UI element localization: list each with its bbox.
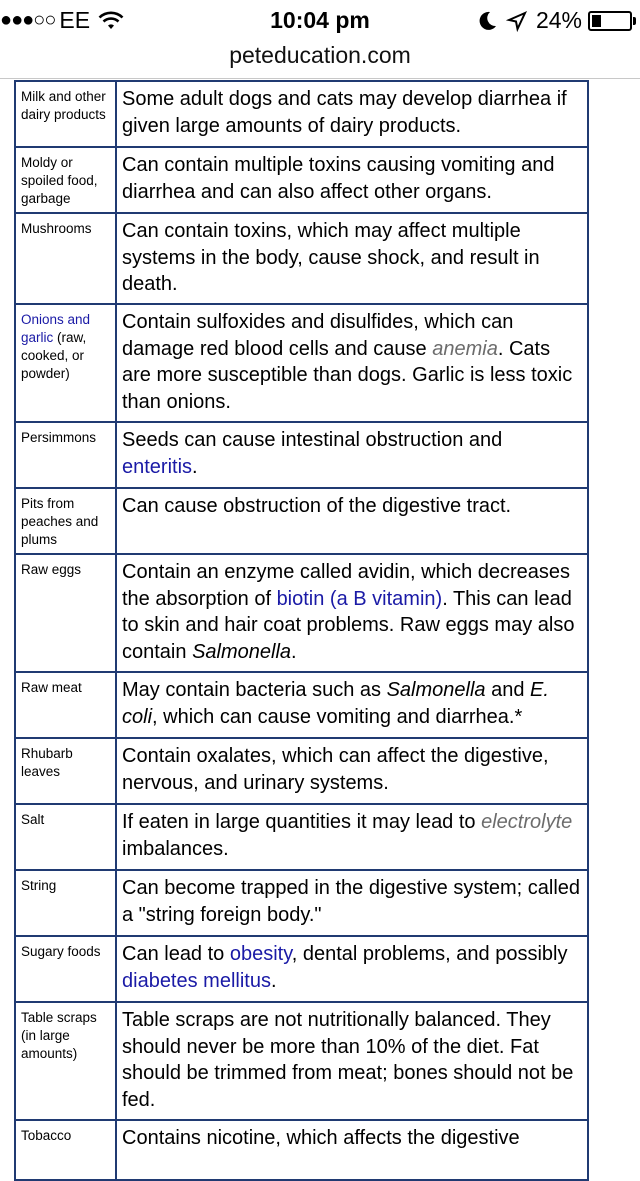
- table-row: [15, 304, 588, 422]
- link-enteritis[interactable]: enteritis: [122, 455, 193, 478]
- food-description: [116, 804, 588, 870]
- clock: 10:04 pm: [270, 7, 370, 33]
- desc-text: and: [485, 679, 531, 701]
- desc-italic: E. coli: [122, 679, 549, 728]
- food-description: [116, 304, 588, 422]
- food-description: Can cause obstruction of the digestive tract.: [116, 488, 588, 554]
- food-name: Rhubarb leaves: [15, 738, 116, 804]
- desc-text: Can lead to: [122, 943, 230, 965]
- food-description: [116, 422, 588, 488]
- food-description: Can contain multiple toxins causing vomiting and diarrhea and can also affect other organs.: [116, 147, 588, 213]
- desc-text: , which can cause vomiting and diarrhea.*: [152, 705, 523, 728]
- food-name: Salt: [15, 804, 116, 870]
- location-arrow-icon: [506, 10, 528, 32]
- table-row: [15, 488, 588, 554]
- food-name: Pits from peaches and plums: [15, 488, 116, 554]
- table-row: [15, 422, 588, 488]
- table-row: [15, 1120, 588, 1180]
- desc-text: May contain bacteria such as: [122, 679, 387, 701]
- table-row: [15, 870, 588, 936]
- table-row: [15, 936, 588, 1002]
- desc-text: Contain an enzyme called avidin, which decreases the absorption of: [122, 561, 571, 610]
- link-biotin[interactable]: biotin (a B vitamin): [276, 587, 443, 610]
- table-row: [15, 213, 588, 304]
- desc-text: .: [291, 640, 297, 663]
- desc-text: Seeds can cause intestinal obstruction and: [122, 429, 503, 451]
- moon-icon: [478, 10, 498, 32]
- food-description: [116, 936, 588, 1002]
- desc-text: . Cats are more susceptible than dogs. Garlic is less toxic than onions.: [122, 337, 573, 413]
- desc-text: imbalances.: [122, 837, 229, 860]
- desc-text: .: [192, 455, 198, 478]
- battery-icon: [588, 11, 632, 31]
- table-row: [15, 81, 588, 147]
- definition-link-electrolyte[interactable]: electrolyte: [481, 811, 573, 833]
- table-row: [15, 554, 588, 672]
- table-row: [15, 738, 588, 804]
- food-name-cell: [15, 304, 116, 422]
- food-description: [116, 672, 588, 738]
- desc-italic: Salmonella: [192, 640, 292, 663]
- definition-link-anemia[interactable]: anemia: [432, 337, 498, 360]
- food-description: Contains nicotine, which affects the digestive: [116, 1120, 588, 1180]
- desc-text: If eaten in large quantities it may lead to: [122, 811, 482, 833]
- food-name: String: [15, 870, 116, 936]
- food-name: Sugary foods: [15, 936, 116, 1002]
- food-description: [116, 554, 588, 672]
- desc-text: Contain sulfoxides and disulfides, which can damage red blood cells and cause: [122, 311, 514, 360]
- toxic-foods-table: [14, 80, 589, 1181]
- food-name-suffix: (raw, cooked, or powder): [21, 330, 87, 381]
- food-description: Can contain toxins, which may affect multiple systems in the body, cause shock, and result in death.: [116, 213, 588, 304]
- food-description: Table scraps are not nutritionally balanced. They should never be more than 10% of the diet. Fat should be trimmed from meat; bones should not be fed.: [116, 1002, 588, 1120]
- food-name: Milk and other dairy products: [15, 81, 116, 147]
- food-name: Table scraps (in large amounts): [15, 1002, 116, 1120]
- desc-text: . This can lead to skin and hair coat problems. Raw eggs may also contain: [122, 587, 575, 663]
- carrier-name: EE: [59, 7, 91, 33]
- signal-strength-icon: ●●●○○: [0, 9, 56, 31]
- battery-percentage: 24%: [535, 7, 582, 33]
- table-row: [15, 804, 588, 870]
- food-link-onions-garlic[interactable]: Onions and garlic: [21, 312, 91, 345]
- desc-text: , dental problems, and possibly: [291, 943, 568, 965]
- food-link-mushrooms[interactable]: Mushrooms: [15, 213, 116, 304]
- food-name: Raw meat: [15, 672, 116, 738]
- food-name: Persimmons: [15, 422, 116, 488]
- address-bar[interactable]: [0, 40, 640, 78]
- food-description: Can become trapped in the digestive system; called a "string foreign body.": [116, 870, 588, 936]
- link-diabetes[interactable]: diabetes mellitus: [122, 969, 271, 992]
- table-row: [15, 147, 588, 213]
- food-name: Raw eggs: [15, 554, 116, 672]
- desc-italic: Salmonella: [386, 679, 486, 701]
- desc-text: .: [270, 969, 277, 992]
- table-row: [15, 1002, 588, 1120]
- food-description: Contain oxalates, which can affect the digestive, nervous, and urinary systems.: [116, 738, 588, 804]
- table-row: [15, 672, 588, 738]
- status-bar: [0, 0, 640, 40]
- food-name: Tobacco: [15, 1120, 116, 1180]
- food-link-moldy-food[interactable]: Moldy or spoiled food, garbage: [15, 147, 116, 213]
- link-obesity[interactable]: obesity: [229, 943, 292, 965]
- url-domain[interactable]: peteducation.com: [229, 42, 411, 68]
- toolbar-divider: [0, 78, 640, 79]
- food-description: Some adult dogs and cats may develop diarrhea if given large amounts of dairy products.: [116, 81, 588, 147]
